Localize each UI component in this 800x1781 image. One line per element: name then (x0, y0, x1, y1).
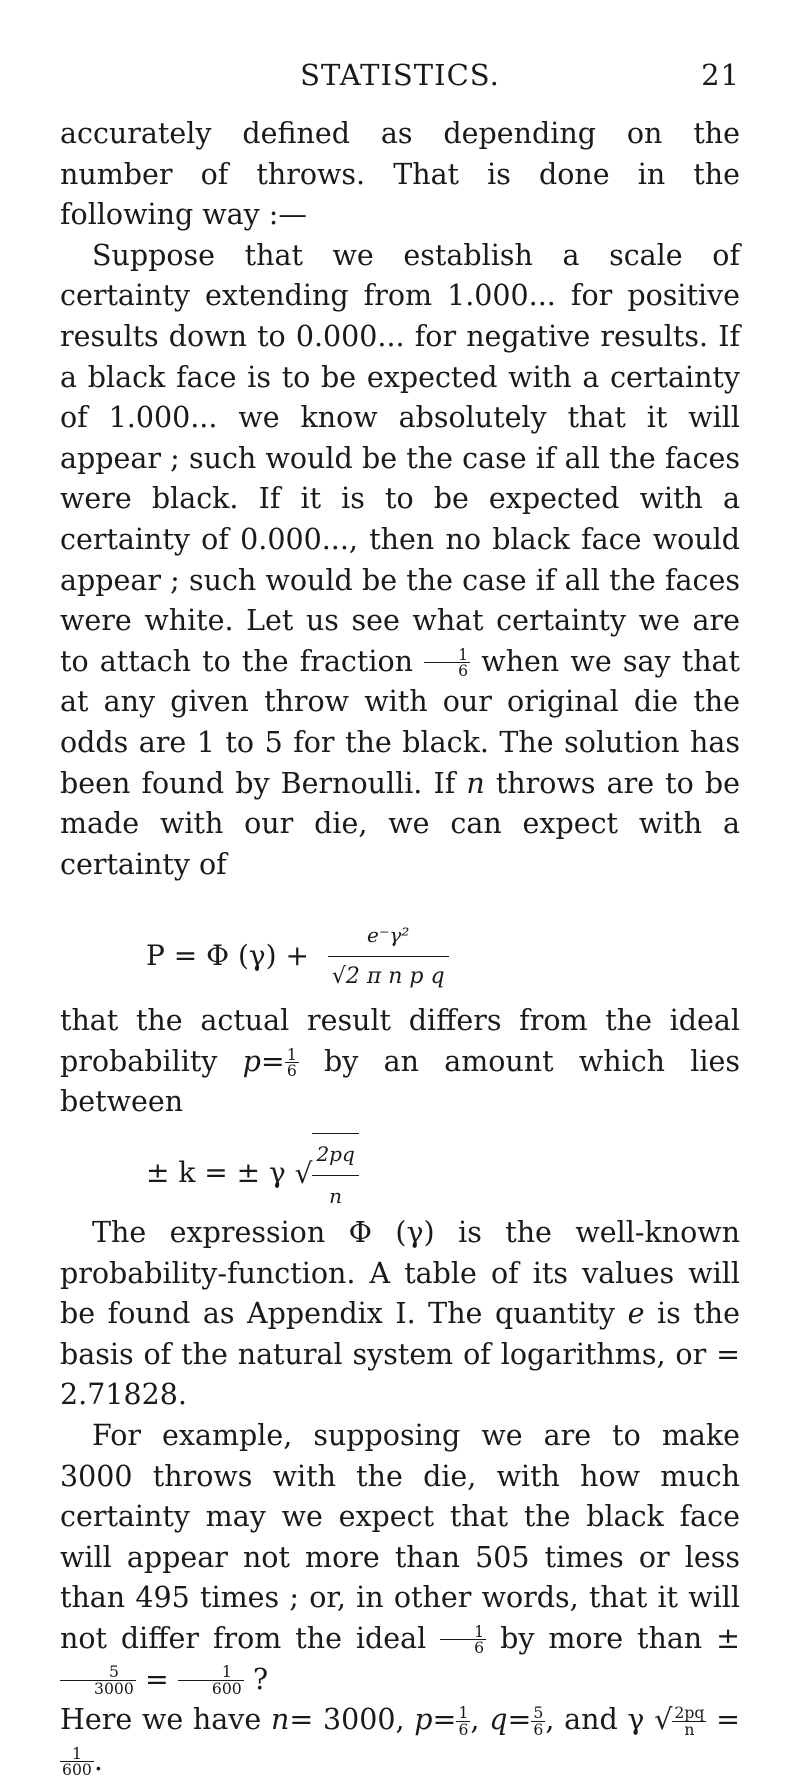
var-p: p (242, 1044, 261, 1078)
fraction-one-sixth: $\frac{1}{6}$ (424, 647, 470, 679)
var-n: n (466, 766, 485, 800)
fraction-1-600: $\frac{1}{600}$ (62, 1743, 92, 1780)
paragraph-2-tail: when we say that at any given throw with our original die the odds are 1 to 5 for the black. The solution has been found by Bernoulli. If (60, 644, 741, 800)
formula-fraction (328, 915, 449, 997)
paragraph-4: The expression Φ (γ) is the well-known probability-function. A table of its values will be found as Appendix I. The quantity e is the basis of the natural system of logarithms, or = 2.71828. (60, 1216, 740, 1412)
radical-sign: √ (294, 1157, 313, 1191)
formula-lhs: P = Φ (γ) + (146, 939, 309, 973)
paragraph-6: Here we have n= 3000, p= $\frac{1}{6}$ , q= $\frac{5}{6}$ , and γ √ $\frac{2pq}{n}$ = $\frac{1}{600}$ . (60, 1703, 740, 1780)
fraction-five-sixths: $\frac{5}{6}$ (533, 1703, 544, 1739)
paragraph-5: For example, supposing we are to make 3000 throws with the die, with how much certainty may we expect that the black face will appear not more than 505 times or less than 495 times ; or, in other words, that it will not differ from the ideal $\frac{1}{6}$ by more than ± $\frac{5}{3000}$ = $\frac{1}{600}$ ? (60, 1419, 740, 1699)
paragraph-2-text: Suppose that we establish a scale of certainty extending from 1.000... for positive results down to 0.000... for negative results. If a black face is to be expected with a certainty of 1.000... we know absolutely that it will appear ; such would be the case if all the faces were black. If it is to be expected with a certainty of 0.000..., then no black face would appear ; such would be the case if all the faces were white. Let us see what certainty we are to attach to the fraction (60, 238, 740, 678)
formula-denominator: √2 π n p q (331, 963, 445, 989)
page-number: 21 (701, 58, 740, 92)
var-e: e (627, 1297, 645, 1331)
paragraph-2-end: throws are to be made with our die, we can expect with a certainty of (60, 766, 740, 881)
deviation-formula (60, 1129, 740, 1208)
fraction-one-sixth: $\frac{1}{6}$ (286, 1044, 297, 1081)
bernoulli-formula (60, 895, 740, 995)
body-text (60, 114, 740, 1781)
page-title: STATISTICS. (300, 58, 500, 92)
deviation-lhs: ± k = ± γ (146, 1156, 286, 1190)
paragraph-1 (60, 114, 740, 236)
fraction-5-3000: $\frac{5}{3000}$ (60, 1664, 136, 1696)
var-n: n (271, 1703, 290, 1737)
var-q: q (489, 1703, 508, 1737)
fraction-one-sixth: $\frac{1}{6}$ (440, 1624, 486, 1656)
running-header (0, 58, 800, 98)
fraction-2pq-n: $\frac{2pq}{n}$ (674, 1703, 705, 1739)
var-p: p (414, 1703, 433, 1737)
paragraph-3: that the actual result differs from the ideal probability p= $\frac{1}{6}$ by an amount which lies between (60, 1004, 741, 1119)
fraction-1-600: $\frac{1}{600}$ (178, 1664, 244, 1696)
formula-numerator: e⁻γ² (328, 915, 449, 957)
radical-fraction: $\frac{2pq}{n}$ (312, 1133, 358, 1216)
fraction-one-sixth: $\frac{1}{6}$ (458, 1703, 469, 1739)
paragraph-2 (60, 236, 740, 886)
paragraph-1-text: accurately defined as depending on the number of throws. That is done in the following way :— (60, 117, 740, 232)
